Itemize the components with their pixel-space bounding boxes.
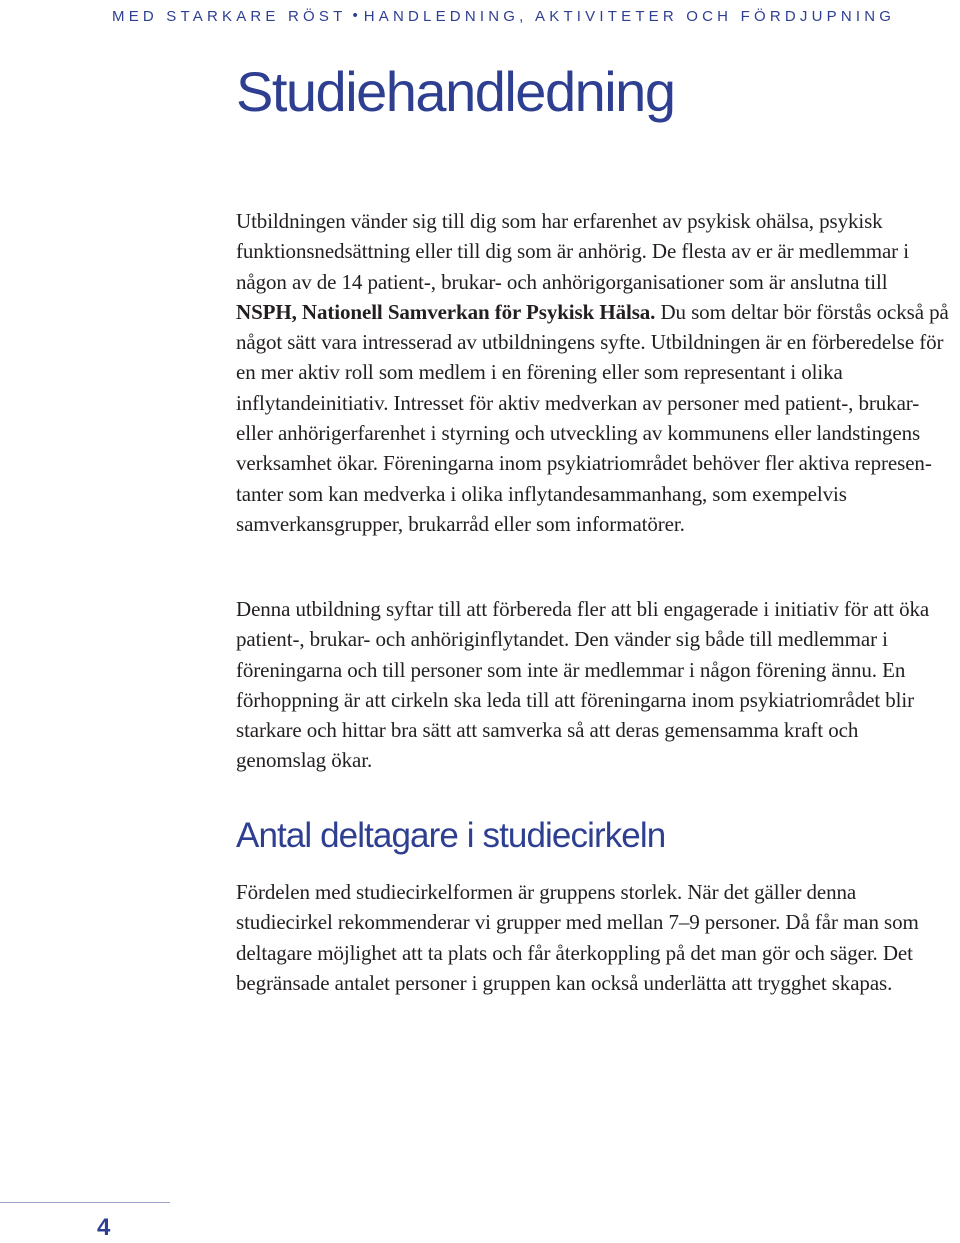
running-header-section: HANDLEDNING, AKTIVITETER OCH FÖRDJUPNING [363, 8, 896, 25]
bullet-separator-icon: • [352, 7, 358, 24]
purpose-paragraph: Denna utbildning syftar till att förbereda fler att bli engagerade i initiativ för att öka patient-, brukar- och anhöriginflytandet. Den vänder sig både till medlemmar i föreningarna och till personer som inte är medlemmar i någon förening ännu. En förhoppning är att cirkeln ska leda till att föreningarna inom psykiatriområdet blir starkare och hittar bra sätt att samverka så att deras gemensamma kraft och genomslag ökar. [236, 597, 930, 773]
intro-text-end: Du som deltar bör förstås också på något sätt vara intresserad av utbildningens syfte. Utbildningen är en förberedelse för en mer aktiv roll som medlem i en förening eller som representant i olika inflytandeinitiativ. Intresset för aktiv medverkan av personer med patient-, brukar- eller anhörigerfarenhet i styrning och utveckling av kommunens eller landstingens verksamhet ökar. Föreningarna inom psykiatriområdet behöver fler aktiva representanter som kan medverka i olika inflytandesammanhang, som exempelvis samverkansgrupper, brukarråd eller som informatörer. [236, 299, 949, 536]
intro-paragraph [236, 206, 952, 539]
section-paragraph: Fördelen med studiecirkelformen är gruppens storlek. När det gäller denna studiecirkel rekommenderar vi grupper med mellan 7–9 personer. Då får man som deltagare möjlighet att ta plats och får återkoppling på det man gör och säger. Det begränsade antalet personer i gruppen kan också underlätta att trygghet skapas. [236, 880, 919, 995]
page-number: 4 [97, 1214, 111, 1241]
footer-divider [0, 1202, 170, 1203]
running-header-series: MED STARKARE RÖST [112, 8, 347, 25]
organization-name: NSPH, Nationell Samverkan för Psykisk Hälsa. [236, 299, 656, 324]
running-header [112, 8, 895, 25]
section-heading: Antal deltagare i studiecirkeln [236, 816, 666, 855]
intro-text-start: Utbildningen vänder sig till dig som har erfarenhet av psykisk ohälsa, psykisk funktionsnedsättning eller till dig som är anhörig. De flesta av er är medlemmar i någon av de 14 patient-, brukar- och anhörigorganisationer som är anslutna till [236, 209, 909, 294]
page-title: Studiehandledning [236, 60, 675, 123]
